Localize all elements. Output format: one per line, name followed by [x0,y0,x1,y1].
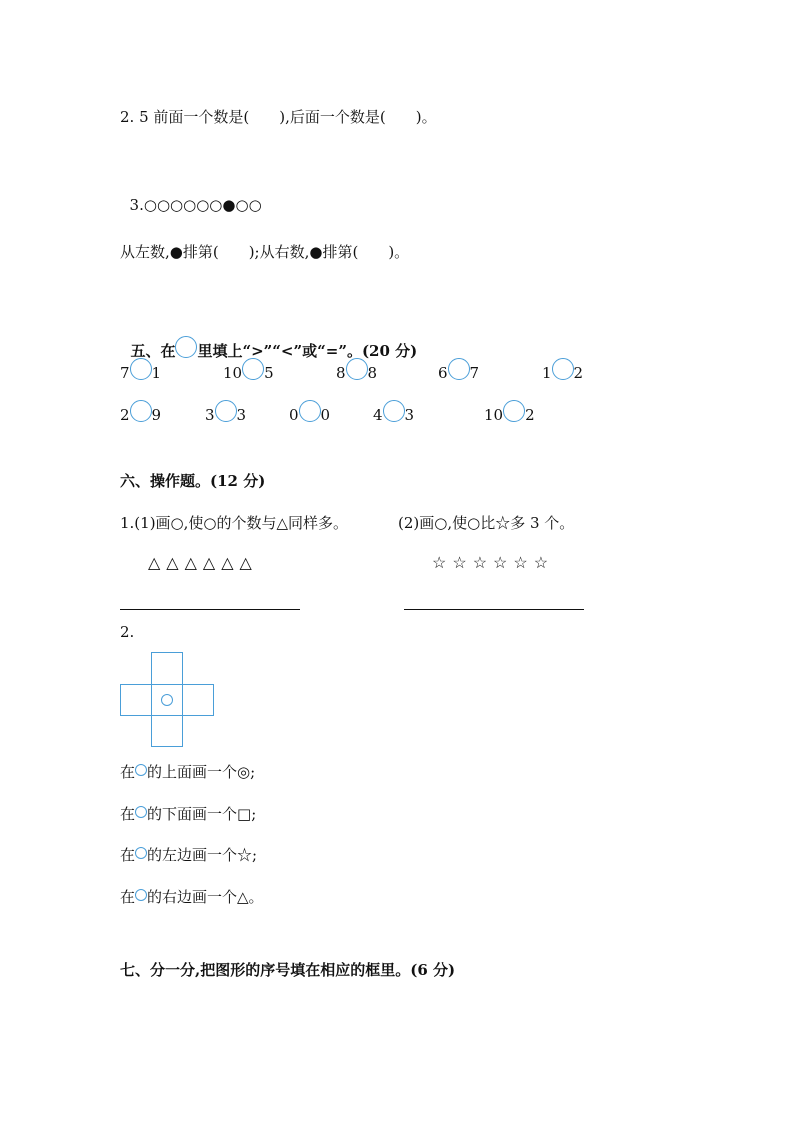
section-5-title [120,316,417,361]
operand-a: 0 [289,406,299,424]
operand-b: 7 [469,364,480,382]
operand-b: 8 [367,364,378,382]
operand-b: 1 [151,364,162,382]
instruction-left [120,845,257,865]
compare-item [289,400,330,427]
answer-line-left[interactable] [120,609,300,610]
operand-a: 2 [120,406,130,424]
answer-circle[interactable] [215,400,237,422]
compare-item [205,400,246,427]
instruction-post: 的左边画一个☆; [147,846,258,864]
answer-circle[interactable] [130,400,152,422]
instruction-right [120,887,264,907]
compare-item [336,358,377,385]
question-3-text: 从左数,●排第( );从右数,●排第( )。 [120,243,410,261]
compare-item [542,358,583,385]
section-5-suffix: 里填上“>”“<”或“=”。(20 分) [197,342,418,360]
compare-item [120,358,161,385]
answer-circle[interactable] [503,400,525,422]
grid-cell-top[interactable] [151,652,183,685]
operand-b: 2 [525,406,535,424]
instruction-pre: 在 [120,805,136,823]
operand-a: 10 [223,364,243,382]
instruction-pre: 在 [120,846,136,864]
question-6-1-part-2: (2)画○,使○比☆多 3 个。 [398,514,575,532]
operand-a: 4 [373,406,383,424]
small-circle-icon [135,889,147,901]
section-5-prefix: 五、在 [130,342,176,360]
compare-item [484,400,535,427]
operand-a: 8 [336,364,346,382]
operand-b: 5 [264,364,274,382]
grid-cell-bottom[interactable] [151,715,183,747]
circle-blank-icon [175,336,197,358]
answer-circle[interactable] [242,358,264,380]
answer-circle[interactable] [552,358,574,380]
answer-line-right[interactable] [404,609,584,610]
operand-a: 6 [438,364,448,382]
question-3-dots [120,175,262,215]
operand-b: 9 [151,406,162,424]
question-3-label: 3. [129,196,144,214]
instruction-post: 的上面画一个◎; [147,763,256,781]
operand-b: 0 [320,406,331,424]
answer-circle[interactable] [448,358,470,380]
compare-item [373,400,414,427]
instruction-pre: 在 [120,763,136,781]
instruction-bottom [120,804,256,824]
compare-item [223,358,274,385]
operand-a: 1 [542,364,552,382]
small-circle-icon [135,847,147,859]
operand-a: 7 [120,364,130,382]
instruction-top [120,762,255,782]
section-7-title: 七、分一分,把图形的序号填在相应的框里。(6 分) [120,961,456,979]
small-circle-icon [135,806,147,818]
question-2: 2. 5 前面一个数是( ),后面一个数是( )。 [120,108,437,126]
operand-a: 10 [484,406,504,424]
operand-b: 3 [236,406,247,424]
compare-item [120,400,161,427]
answer-circle[interactable] [383,400,405,422]
instruction-post: 的右边画一个△。 [147,888,264,906]
compare-item [438,358,479,385]
small-circle-icon [135,764,147,776]
question-6-2-label: 2. [120,623,135,641]
star-row: ☆☆☆☆☆☆ [432,553,555,572]
operand-b: 3 [404,406,415,424]
operand-b: 2 [573,364,584,382]
center-circle-icon [161,694,173,706]
question-6-1-part-1: 1.(1)画○,使○的个数与△同样多。 [120,514,349,532]
instruction-pre: 在 [120,888,136,906]
dot-sequence: ○○○○○○●○○ [143,196,262,214]
triangle-row: △△△△△△ [148,553,258,572]
grid-cell-left[interactable] [120,684,152,716]
answer-circle[interactable] [130,358,152,380]
operand-a: 3 [205,406,215,424]
answer-circle[interactable] [299,400,321,422]
instruction-post: 的下面画一个□; [147,805,257,823]
answer-circle[interactable] [346,358,368,380]
grid-cell-right[interactable] [182,684,214,716]
section-6-title: 六、操作题。(12 分) [120,472,266,490]
